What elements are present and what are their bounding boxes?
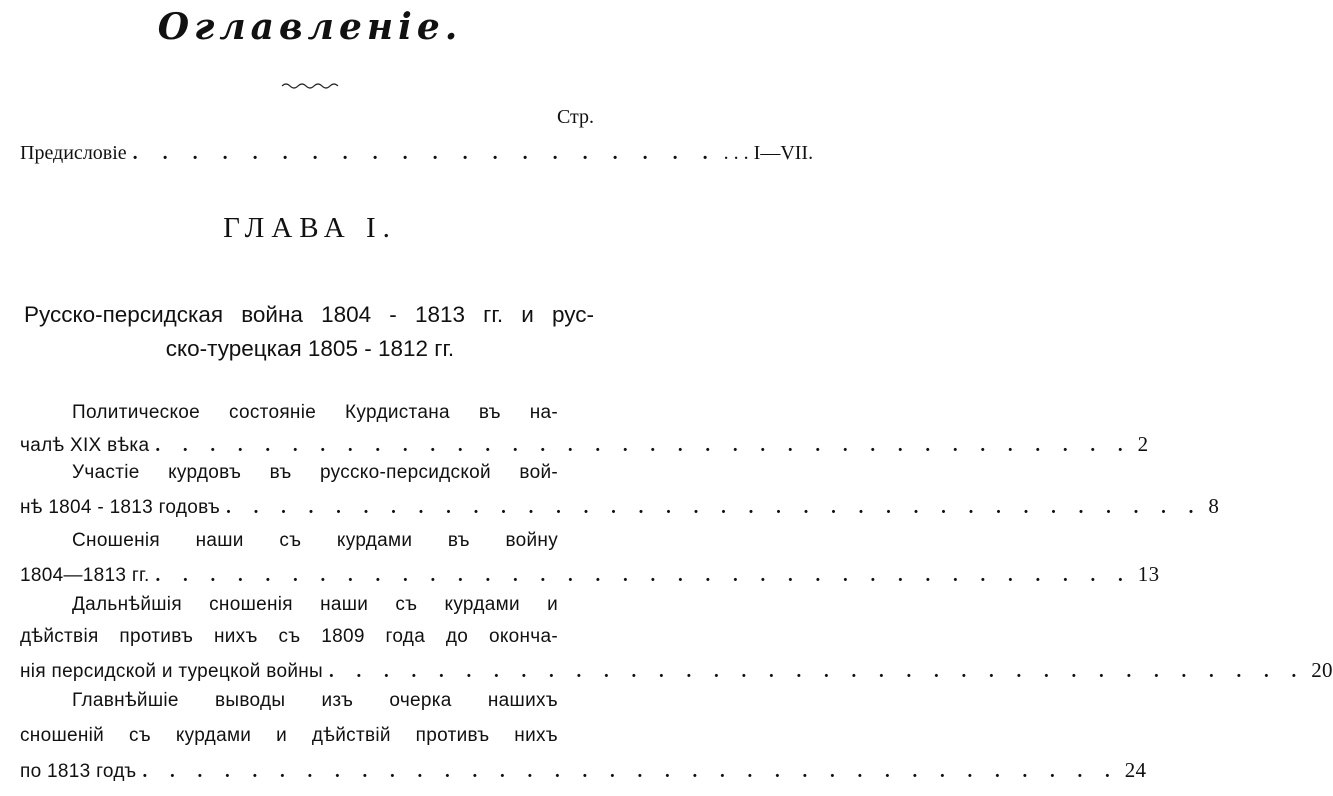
toc-entry-4-line2: дѣйствія противъ нихъ съ 1809 года до оконча- [20, 626, 558, 647]
toc-entry-2-dots: . . . . . . . . . . . . . . . . . . . . . . . . . . . . . . . . . . . . [226, 497, 1203, 518]
toc-entry-3-page: 13 [1137, 562, 1160, 586]
toc-entry-3[interactable] [20, 562, 1160, 587]
toc-entry-1-line1: Политическое состояніе Курдистана въ на- [72, 402, 558, 423]
toc-entry-4[interactable] [20, 658, 1333, 683]
toc-entry-2-page: 8 [1208, 494, 1220, 518]
toc-entry-5-line2: сношеній съ курдами и дѣйствій противъ нихъ [20, 725, 558, 746]
toc-entry-4-line1: Дальнѣйшія сношенія наши съ курдами и [72, 594, 558, 615]
toc-entry-4-last: нія персидской и турецкой войны [20, 661, 323, 682]
preface-dots: . . . . . . . . . . . . . . . . . . . . [132, 142, 718, 164]
toc-entry-1-last: чалѣ XIX вѣка [20, 435, 150, 456]
preface-label: Предисловіе [20, 142, 127, 164]
chapter-heading: ГЛАВА I. [223, 212, 397, 244]
page-column-header: Стр. [556, 106, 594, 128]
chapter-subtitle-line1: Русско-персидская война 1804 - 1813 гг. и рус- [24, 302, 594, 327]
toc-entry-4-page: 20 [1311, 658, 1333, 682]
toc-entry-5-page: 24 [1124, 758, 1147, 782]
toc-entry-2-last: нѣ 1804 - 1813 годовъ [20, 497, 221, 518]
toc-entry-3-dots: . . . . . . . . . . . . . . . . . . . . . . . . . . . . . . . . . . . . [155, 565, 1132, 586]
preface-pages: . . . I—VII. [723, 142, 814, 164]
toc-entry-5-line1: Главнѣйшіе выводы изъ очерка нашихъ [72, 690, 558, 711]
toc-entry-1-page: 2 [1137, 432, 1149, 456]
wavy-line-icon [280, 81, 340, 91]
ornament-divider [0, 78, 620, 96]
preface-entry[interactable] [20, 142, 814, 165]
toc-entry-1-dots: . . . . . . . . . . . . . . . . . . . . . . . . . . . . . . . . . . . . [155, 435, 1132, 456]
toc-entry-3-last: 1804—1813 гг. [20, 565, 150, 586]
toc-entry-5-dots: . . . . . . . . . . . . . . . . . . . . . . . . . . . . . . . . . . . . [142, 761, 1119, 782]
chapter-subtitle-line2: ско-турецкая 1805 - 1812 гг. [165, 336, 455, 361]
toc-entry-1[interactable] [20, 432, 1149, 457]
toc-entry-5[interactable] [20, 758, 1147, 783]
toc-entry-2[interactable] [20, 494, 1220, 519]
page-title: Оглавленіе. [157, 6, 463, 48]
toc-entry-3-line1: Сношенія наши съ курдами въ войну [72, 530, 558, 551]
toc-entry-4-dots: . . . . . . . . . . . . . . . . . . . . . . . . . . . . . . . . . . . . [329, 661, 1306, 682]
toc-entry-5-last: по 1813 годъ [20, 761, 137, 782]
toc-entry-2-line1: Участіе курдовъ въ русско-персидской вой- [72, 462, 558, 483]
